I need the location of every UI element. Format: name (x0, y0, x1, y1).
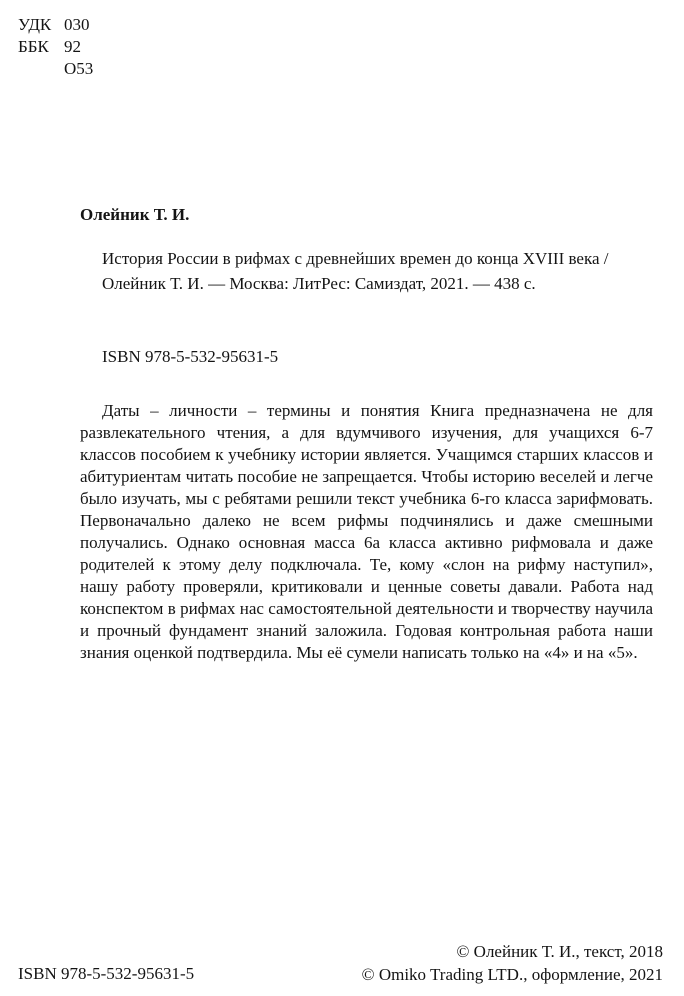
author-mark-row (18, 58, 93, 80)
copyright-design-line: © Omiko Trading LTD., оформление, 2021 (361, 965, 663, 984)
abstract-paragraph: Даты – личности – термины и понятия Книга предназначена не для развлекательного чтения, а для вдумчивого изучения, для учащихся 6-7 классов пособием к учебнику истории является. Учащимся старших классов и абитуриентам читать пособие не запрещается. Чтобы историю веселей и легче было изучать, мы с ребятами решили текст учебника 6-го класса зарифмовать. Первоначально далеко не всем рифмы подчинялись и даже смешными получались. Однако основная масса 6а класса активно рифмовала и даже родителей к этому делу подключала. Те, кому «слон на рифму наступил», нашу работу проверяли, критиковали и ценные советы давали. Работа над конспектом в рифмах нас самостоятельной деятельности и творчеству научила и прочный фундамент знаний заложила. Годовая контрольная работа наши знания оценкой подтвердила. Мы её сумели написать только на «4» и на «5». (80, 401, 653, 662)
bbk-label: ББК (18, 37, 49, 56)
udk-value: 030 (64, 15, 90, 34)
author-mark: О53 (64, 59, 94, 78)
author-heading: Олейник Т. И. (80, 205, 190, 224)
bbk-row (18, 36, 93, 58)
bibliographic-description: История России в рифмах с древнейших времен до конца XVIII века / Олейник Т. И. — Москва: ЛитРес: Самиздат, 2021. — 438 с. (102, 249, 609, 293)
footer-isbn: ISBN 978-5-532-95631-5 (18, 964, 195, 983)
isbn: ISBN 978-5-532-95631-5 (102, 347, 279, 366)
author-mark-spacer (18, 58, 64, 80)
udk-label: УДК (18, 15, 52, 34)
bbk-value: 92 (64, 37, 81, 56)
classification-block (18, 14, 93, 80)
udk-row (18, 14, 93, 36)
copyright-text-line: © Олейник Т. И., текст, 2018 (456, 942, 663, 961)
copyright-block (362, 940, 663, 986)
